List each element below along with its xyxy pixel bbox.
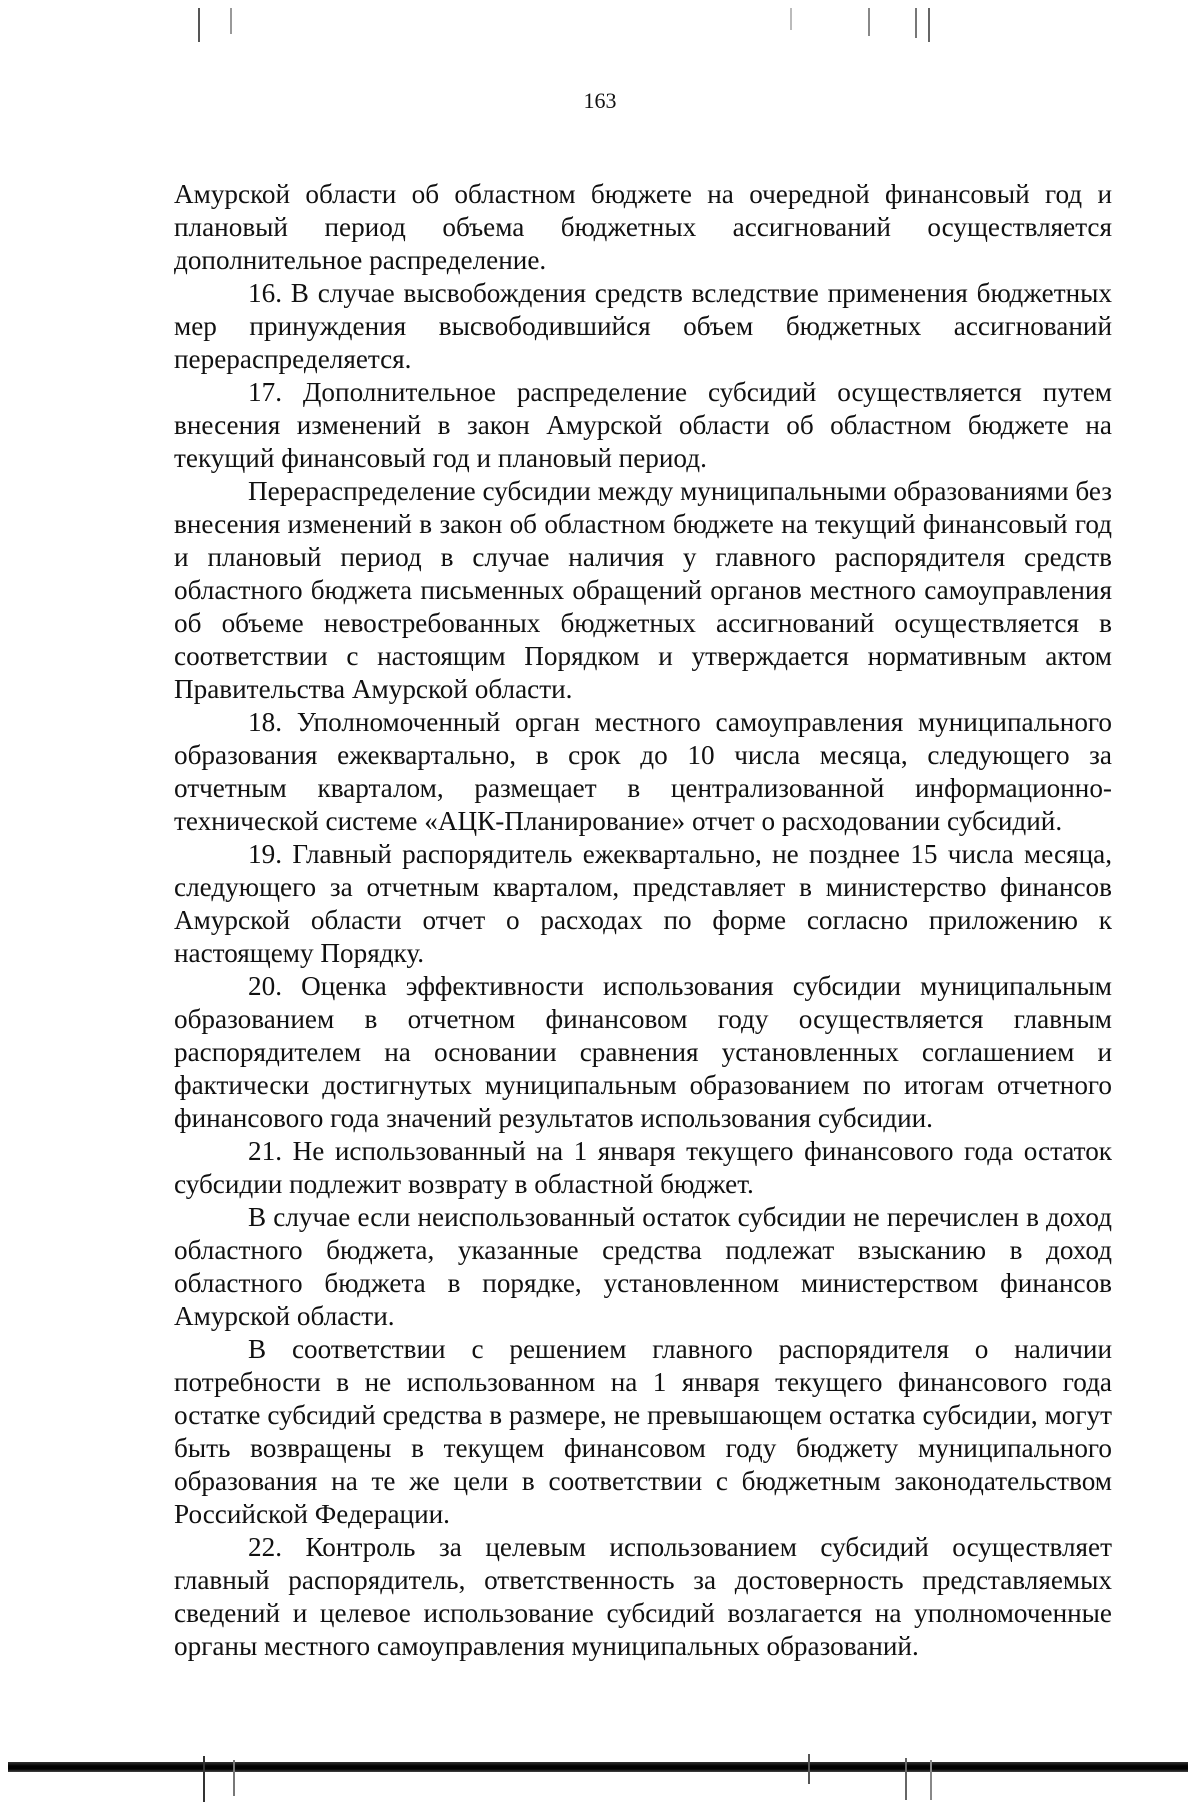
scan-artifact [915,8,917,38]
scan-artifact [930,1760,932,1800]
scan-border-band [8,1762,1188,1772]
paragraph: 19. Главный распорядитель ежеквартально, не позднее 15 числа месяца, следующего за отчетным кварталом, представляет в министерство финансов Амурской области отчет о расходах по форме согласно приложению к настоящему Порядку. [174,839,1112,968]
paragraph: В соответствии с решением главного распорядителя о наличии потребности в не использованном на 1 января текущего финансового года остатке субсидий средства в размере, не превышающем остатка субсидии, могут быть возвращены в текущем финансовом году бюджету муниципального образования на те же цели в соответствии с бюджетным законодательством Российской Федерации. [174,1334,1112,1529]
scan-artifact [198,8,200,42]
document-body [174,178,1112,1663]
scan-artifact [233,1760,235,1796]
paragraph: 20. Оценка эффективности использования субсидии муниципальным образованием в отчетном финансовом году осуществляется главным распорядителем на основании сравнения установленных соглашением и фактически достигнутых муниципальным образованием по итогам отчетного финансового года значений результатов использования субсидии. [174,971,1112,1133]
page-number: 163 [583,88,617,113]
paragraph: 16. В случае высвобождения средств вследствие применения бюджетных мер принуждения высвободившийся объем бюджетных ассигнований перераспределяется. [174,278,1112,374]
scan-artifact [230,8,232,34]
paragraph: Амурской области об областном бюджете на очередной финансовый год и плановый период объема бюджетных ассигнований осуществляется дополнительное распределение. [174,179,1112,275]
scan-artifact [928,8,930,42]
paragraph: 18. Уполномоченный орган местного самоуправления муниципального образования ежеквартально, в срок до 10 числа месяца, следующего за отчетным кварталом, размещает в централизованной информационно-технической системе «АЦК-Планирование» отчет о расходовании субсидий. [174,707,1112,836]
paragraph: В случае если неиспользованный остаток субсидии не перечислен в доход областного бюджета, указанные средства подлежат взысканию в доход областного бюджета в порядке, установленном министерством финансов Амурской области. [174,1202,1112,1331]
scan-artifact [868,8,870,36]
scan-artifact [790,8,792,30]
paragraph: 22. Контроль за целевым использованием субсидий осуществляет главный распорядитель, ответственность за достоверность представляемых сведений и целевое использование субсидий возлагается на уполномоченные органы местного самоуправления муниципальных образований. [174,1532,1112,1661]
scan-artifact [808,1754,810,1784]
paragraph: 17. Дополнительное распределение субсидий осуществляется путем внесения изменений в закон Амурской области об областном бюджете на текущий финансовый год и плановый период. [174,377,1112,473]
paragraph: 21. Не использованный на 1 января текущего финансового года остаток субсидии подлежит возврату в областной бюджет. [174,1136,1112,1199]
scan-artifact [203,1756,205,1802]
paragraph: Перераспределение субсидии между муниципальными образованиями без внесения изменений в закон об областном бюджете на текущий финансовый год и плановый период в случае наличия у главного распорядителя средств областного бюджета письменных обращений органов местного самоуправления об объеме невостребованных бюджетных ассигнований осуществляется в соответствии с настоящим Порядком и утверждается нормативным актом Правительства Амурской области. [174,476,1112,704]
scan-artifact [905,1758,907,1800]
